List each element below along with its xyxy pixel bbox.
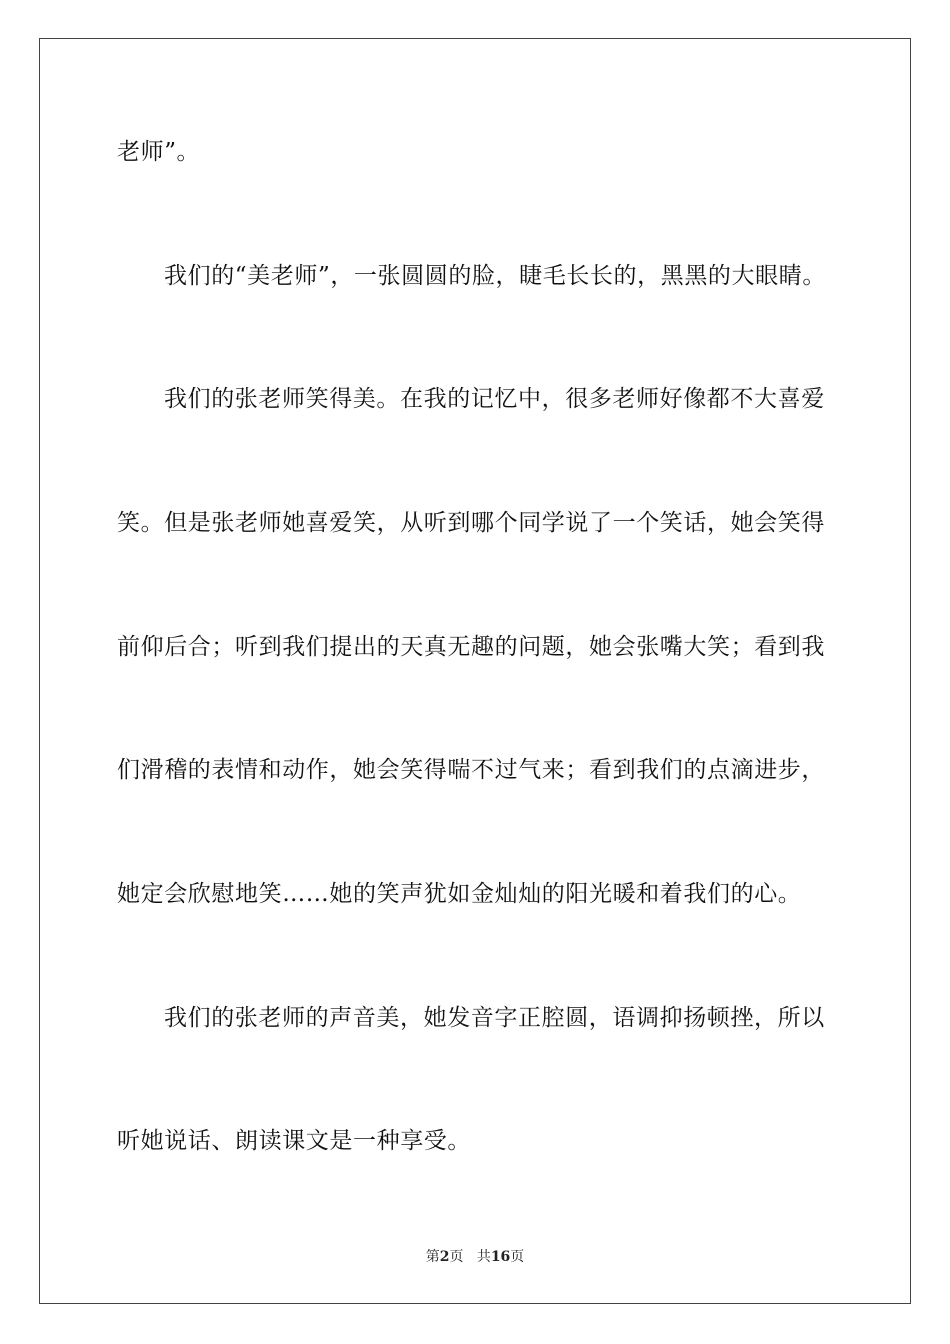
page-border	[39, 38, 911, 1304]
paragraph-line-7: 她定会欣慰地笑……她的笑声犹如金灿灿的阳光暖和着我们的心。	[117, 881, 802, 907]
footer-total-pages: 16	[490, 1249, 511, 1265]
paragraph-line-9: 听她说话、朗读课文是一种享受。	[117, 1128, 471, 1154]
footer-page-suffix: 页	[449, 1249, 464, 1265]
footer-total-prefix: 共	[476, 1249, 491, 1265]
paragraph-line-5: 前仰后合；听到我们提出的天真无趣的问题，她会张嘴大笑；看到我	[117, 634, 825, 660]
paragraph-line-4: 笑。但是张老师她喜爱笑，从听到哪个同学说了一个笑话，她会笑得	[117, 510, 825, 536]
footer-page-number: 2	[439, 1249, 450, 1265]
footer-page-prefix: 第	[425, 1249, 440, 1265]
paragraph-line-3: 我们的张老师笑得美。在我的记忆中，很多老师好像都不大喜爱	[164, 386, 825, 412]
paragraph-line-2: 我们的“美老师”，一张圆圆的脸，睫毛长长的，黑黑的大眼睛。	[164, 263, 826, 289]
paragraph-line-8: 我们的张老师的声音美，她发音字正腔圆，语调抑扬顿挫，所以	[164, 1005, 825, 1031]
paragraph-line-6: 们滑稽的表情和动作，她会笑得喘不过气来；看到我们的点滴进步，	[117, 757, 825, 783]
paragraph-line-1: 老师”。	[117, 139, 201, 165]
page-footer	[0, 1248, 950, 1266]
footer-total-suffix: 页	[510, 1249, 525, 1265]
